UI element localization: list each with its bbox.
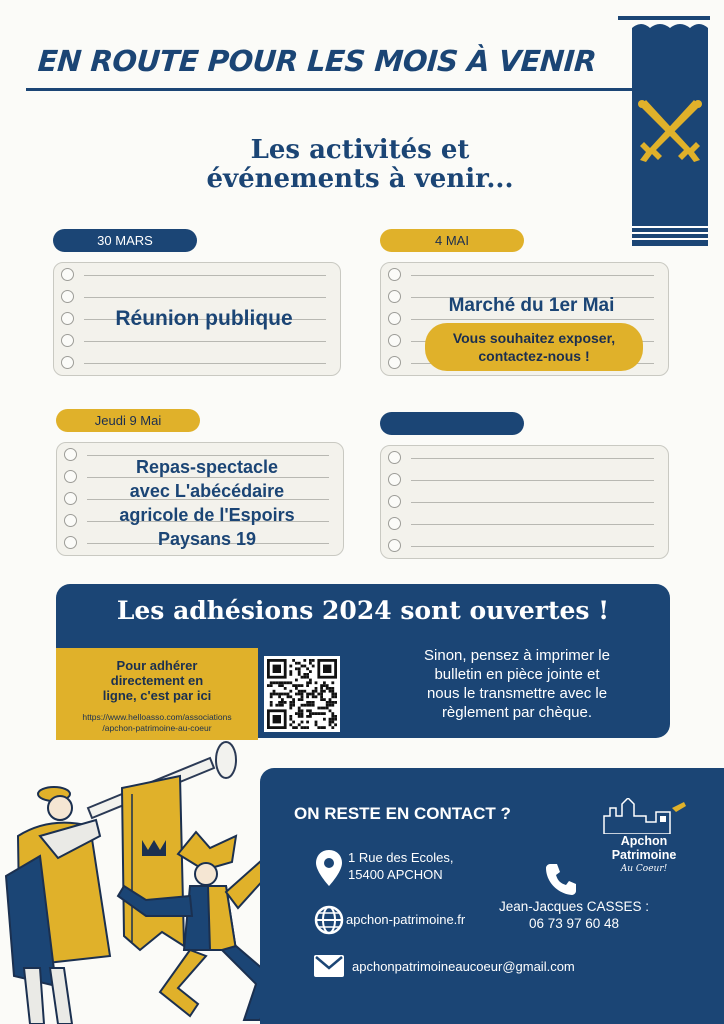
online-membership-text: Pour adhérer directement en ligne, c'est par ici (102, 658, 212, 703)
qr-module (284, 681, 287, 684)
qr-module (284, 693, 287, 696)
qr-module (298, 667, 301, 670)
qr-module (303, 659, 306, 662)
qr-module (320, 693, 323, 696)
qr-module (320, 726, 323, 729)
qr-module (334, 695, 337, 698)
qr-module (270, 681, 273, 684)
print-bulletin-text: Sinon, pensez à imprimer le bulletin en pièce jointe et nous le transmettre avec le règlement par chèque. (424, 647, 610, 721)
qr-module (334, 715, 337, 718)
qr-module (312, 701, 315, 704)
qr-module (281, 693, 284, 696)
qr-module (331, 712, 334, 715)
event-title: Repas-spectacle avec L'abécédaire agricole de l'Espoirs Paysans 19 (119, 457, 295, 549)
qr-module (326, 687, 329, 690)
qr-module (317, 707, 320, 710)
qr-module (298, 707, 301, 710)
qr-module (315, 690, 318, 693)
qr-module (289, 704, 292, 707)
qr-module (329, 723, 332, 726)
qr-module (273, 693, 276, 696)
qr-module (323, 718, 326, 721)
qr-module (281, 701, 284, 704)
qr-module (309, 704, 312, 707)
qr-module (309, 709, 312, 712)
event-date-pill: 30 MARS (53, 229, 197, 252)
qr-module (303, 673, 306, 676)
qr-module (315, 712, 318, 715)
qr-module (323, 690, 326, 693)
qr-module (331, 718, 334, 721)
qr-module (298, 662, 301, 665)
email-link[interactable]: apchonpatrimoineaucoeur@gmail.com (352, 959, 575, 974)
qr-module (317, 712, 320, 715)
qr-module (331, 726, 334, 729)
qr-module (303, 704, 306, 707)
qr-module (315, 723, 318, 726)
qr-module (278, 693, 281, 696)
qr-module (329, 709, 332, 712)
website-link[interactable]: apchon-patrimoine.fr (346, 912, 466, 927)
qr-module (309, 701, 312, 704)
qr-module (323, 712, 326, 715)
qr-module (334, 718, 337, 721)
qr-module (270, 704, 273, 707)
qr-module (289, 715, 292, 718)
qr-module (320, 698, 323, 701)
qr-module (309, 681, 312, 684)
qr-module (298, 715, 301, 718)
qr-module (306, 681, 309, 684)
qr-module (303, 690, 306, 693)
qr-module (295, 712, 298, 715)
qr-module (306, 715, 309, 718)
qr-module (312, 695, 315, 698)
phone-icon (544, 862, 578, 896)
qr-module (284, 687, 287, 690)
qr-module (287, 681, 290, 684)
qr-module (312, 704, 315, 707)
qr-module (331, 687, 334, 690)
qr-module (295, 662, 298, 665)
qr-module (309, 712, 312, 715)
qr-module (320, 684, 323, 687)
qr-module (317, 726, 320, 729)
qr-module (295, 667, 298, 670)
qr-module (270, 693, 273, 696)
qr-module (312, 659, 315, 662)
event-title: Marché du 1er Mai (448, 295, 615, 316)
qr-module (331, 704, 334, 707)
qr-module (329, 718, 332, 721)
qr-module (298, 709, 301, 712)
phone-contact: Jean-Jacques CASSES : 06 73 97 60 48 (498, 899, 650, 931)
qr-module (301, 676, 304, 679)
qr-module (301, 693, 304, 696)
qr-module (292, 659, 295, 662)
qr-module (306, 673, 309, 676)
qr-module (306, 695, 309, 698)
qr-module (301, 709, 304, 712)
medieval-figures-illustration (0, 736, 300, 1024)
qr-module (320, 690, 323, 693)
qr-module (312, 665, 315, 668)
qr-module (301, 721, 304, 724)
qr-module (329, 721, 332, 724)
castle-logo-icon (600, 798, 688, 834)
qr-module (331, 701, 334, 704)
qr-module (295, 679, 298, 682)
qr-module (289, 723, 292, 726)
qr-module (301, 684, 304, 687)
event-card (380, 262, 669, 376)
qr-module (298, 712, 301, 715)
event-title: Réunion publique (115, 307, 293, 330)
qr-module (331, 695, 334, 698)
qr-module (298, 698, 301, 701)
qr-module (326, 701, 329, 704)
qr-module (273, 690, 276, 693)
qr-module (298, 673, 301, 676)
qr-module (298, 684, 301, 687)
qr-module (301, 690, 304, 693)
qr-module (320, 695, 323, 698)
qr-module (331, 690, 334, 693)
qr-module (298, 693, 301, 696)
qr-module (309, 659, 312, 662)
qr-module (301, 665, 304, 668)
qr-module (295, 726, 298, 729)
qr-module (323, 726, 326, 729)
exhibitor-contact-callout: Vous souhaitez exposer, contactez-nous ! (425, 323, 643, 371)
qr-module (306, 709, 309, 712)
event-date-pill (380, 412, 524, 435)
map-pin-icon (316, 850, 342, 886)
qr-module (312, 693, 315, 696)
qr-module (306, 704, 309, 707)
qr-module (317, 693, 320, 696)
qr-module (315, 695, 318, 698)
event-date-pill: Jeudi 9 Mai (56, 409, 200, 432)
qr-module (278, 701, 281, 704)
qr-module (306, 693, 309, 696)
qr-module (289, 707, 292, 710)
qr-module (289, 673, 292, 676)
qr-module (301, 715, 304, 718)
qr-module (292, 701, 295, 704)
qr-module (270, 695, 273, 698)
qr-module (298, 670, 301, 673)
qr-module (312, 690, 315, 693)
qr-module (298, 690, 301, 693)
qr-module (303, 726, 306, 729)
envelope-icon (314, 955, 344, 977)
qr-module (281, 698, 284, 701)
qr-module (278, 684, 281, 687)
qr-module (323, 681, 326, 684)
qr-module (292, 721, 295, 724)
qr-module (331, 693, 334, 696)
contact-title: ON RESTE EN CONTACT ? (294, 804, 511, 823)
qr-module (320, 687, 323, 690)
qr-module (312, 712, 315, 715)
qr-module (320, 707, 323, 710)
qr-module (326, 684, 329, 687)
qr-finder (273, 665, 281, 673)
qr-module (331, 715, 334, 718)
qr-module (315, 681, 318, 684)
qr-module (287, 693, 290, 696)
qr-module (306, 667, 309, 670)
qr-module (329, 698, 332, 701)
qr-module (270, 701, 273, 704)
qr-module (273, 681, 276, 684)
heraldic-banner (632, 20, 708, 246)
qr-module (309, 670, 312, 673)
qr-module (323, 684, 326, 687)
qr-module (281, 704, 284, 707)
qr-module (292, 684, 295, 687)
event-card (56, 442, 344, 556)
qr-module (289, 695, 292, 698)
qr-module (292, 704, 295, 707)
qr-module (292, 698, 295, 701)
qr-module (281, 681, 284, 684)
qr-module (270, 684, 273, 687)
qr-module (289, 681, 292, 684)
qr-module (306, 684, 309, 687)
qr-module (284, 701, 287, 704)
qr-module (301, 712, 304, 715)
qr-module (289, 670, 292, 673)
qr-code-pattern (267, 659, 337, 729)
association-logo: Apchon Patrimoine Au Coeur! (611, 834, 677, 874)
qr-module (306, 726, 309, 729)
header-divider (26, 88, 634, 91)
qr-module (309, 662, 312, 665)
qr-module (323, 707, 326, 710)
qr-module (281, 684, 284, 687)
qr-module (267, 684, 270, 687)
qr-module (329, 701, 332, 704)
qr-module (331, 681, 334, 684)
qr-module (275, 681, 278, 684)
qr-module (309, 679, 312, 682)
qr-module (306, 676, 309, 679)
event-card (380, 445, 669, 559)
qr-module (275, 693, 278, 696)
qr-module (303, 665, 306, 668)
qr-module (278, 704, 281, 707)
qr-module (309, 715, 312, 718)
qr-module (295, 693, 298, 696)
qr-module (295, 684, 298, 687)
qr-module (289, 690, 292, 693)
qr-module (315, 687, 318, 690)
qr-module (301, 698, 304, 701)
qr-module (306, 721, 309, 724)
qr-module (334, 693, 337, 696)
qr-module (334, 723, 337, 726)
qr-module (326, 704, 329, 707)
qr-module (275, 704, 278, 707)
event-card (53, 262, 341, 376)
qr-module (329, 690, 332, 693)
qr-code[interactable] (264, 656, 340, 732)
qr-module (309, 693, 312, 696)
qr-module (298, 723, 301, 726)
qr-module (287, 695, 290, 698)
qr-module (278, 681, 281, 684)
qr-finder (273, 715, 281, 723)
qr-module (329, 687, 332, 690)
qr-module (315, 721, 318, 724)
qr-module (303, 676, 306, 679)
qr-module (301, 726, 304, 729)
address: 1 Rue des Ecoles, 15400 APCHON (348, 850, 454, 882)
qr-module (289, 718, 292, 721)
qr-module (292, 726, 295, 729)
section-subtitle: Les activités et événements à venir... (206, 135, 514, 194)
qr-module (278, 695, 281, 698)
qr-finder (323, 665, 331, 673)
qr-module (289, 665, 292, 668)
event-date-pill: 4 MAI (380, 229, 524, 252)
qr-module (329, 704, 332, 707)
qr-module (295, 687, 298, 690)
qr-module (320, 712, 323, 715)
qr-module (289, 701, 292, 704)
qr-module (326, 707, 329, 710)
qr-module (301, 695, 304, 698)
globe-icon (314, 905, 344, 935)
qr-module (301, 704, 304, 707)
qr-module (323, 698, 326, 701)
qr-module (306, 701, 309, 704)
page-title: EN ROUTE POUR LES MOIS À VENIR (36, 44, 598, 78)
qr-module (331, 721, 334, 724)
membership-title: Les adhésions 2024 sont ouvertes ! (116, 596, 610, 625)
membership-url[interactable]: https://www.helloasso.com/associations /apchon-patrimoine-au-coeur (82, 712, 232, 733)
qr-module (334, 701, 337, 704)
